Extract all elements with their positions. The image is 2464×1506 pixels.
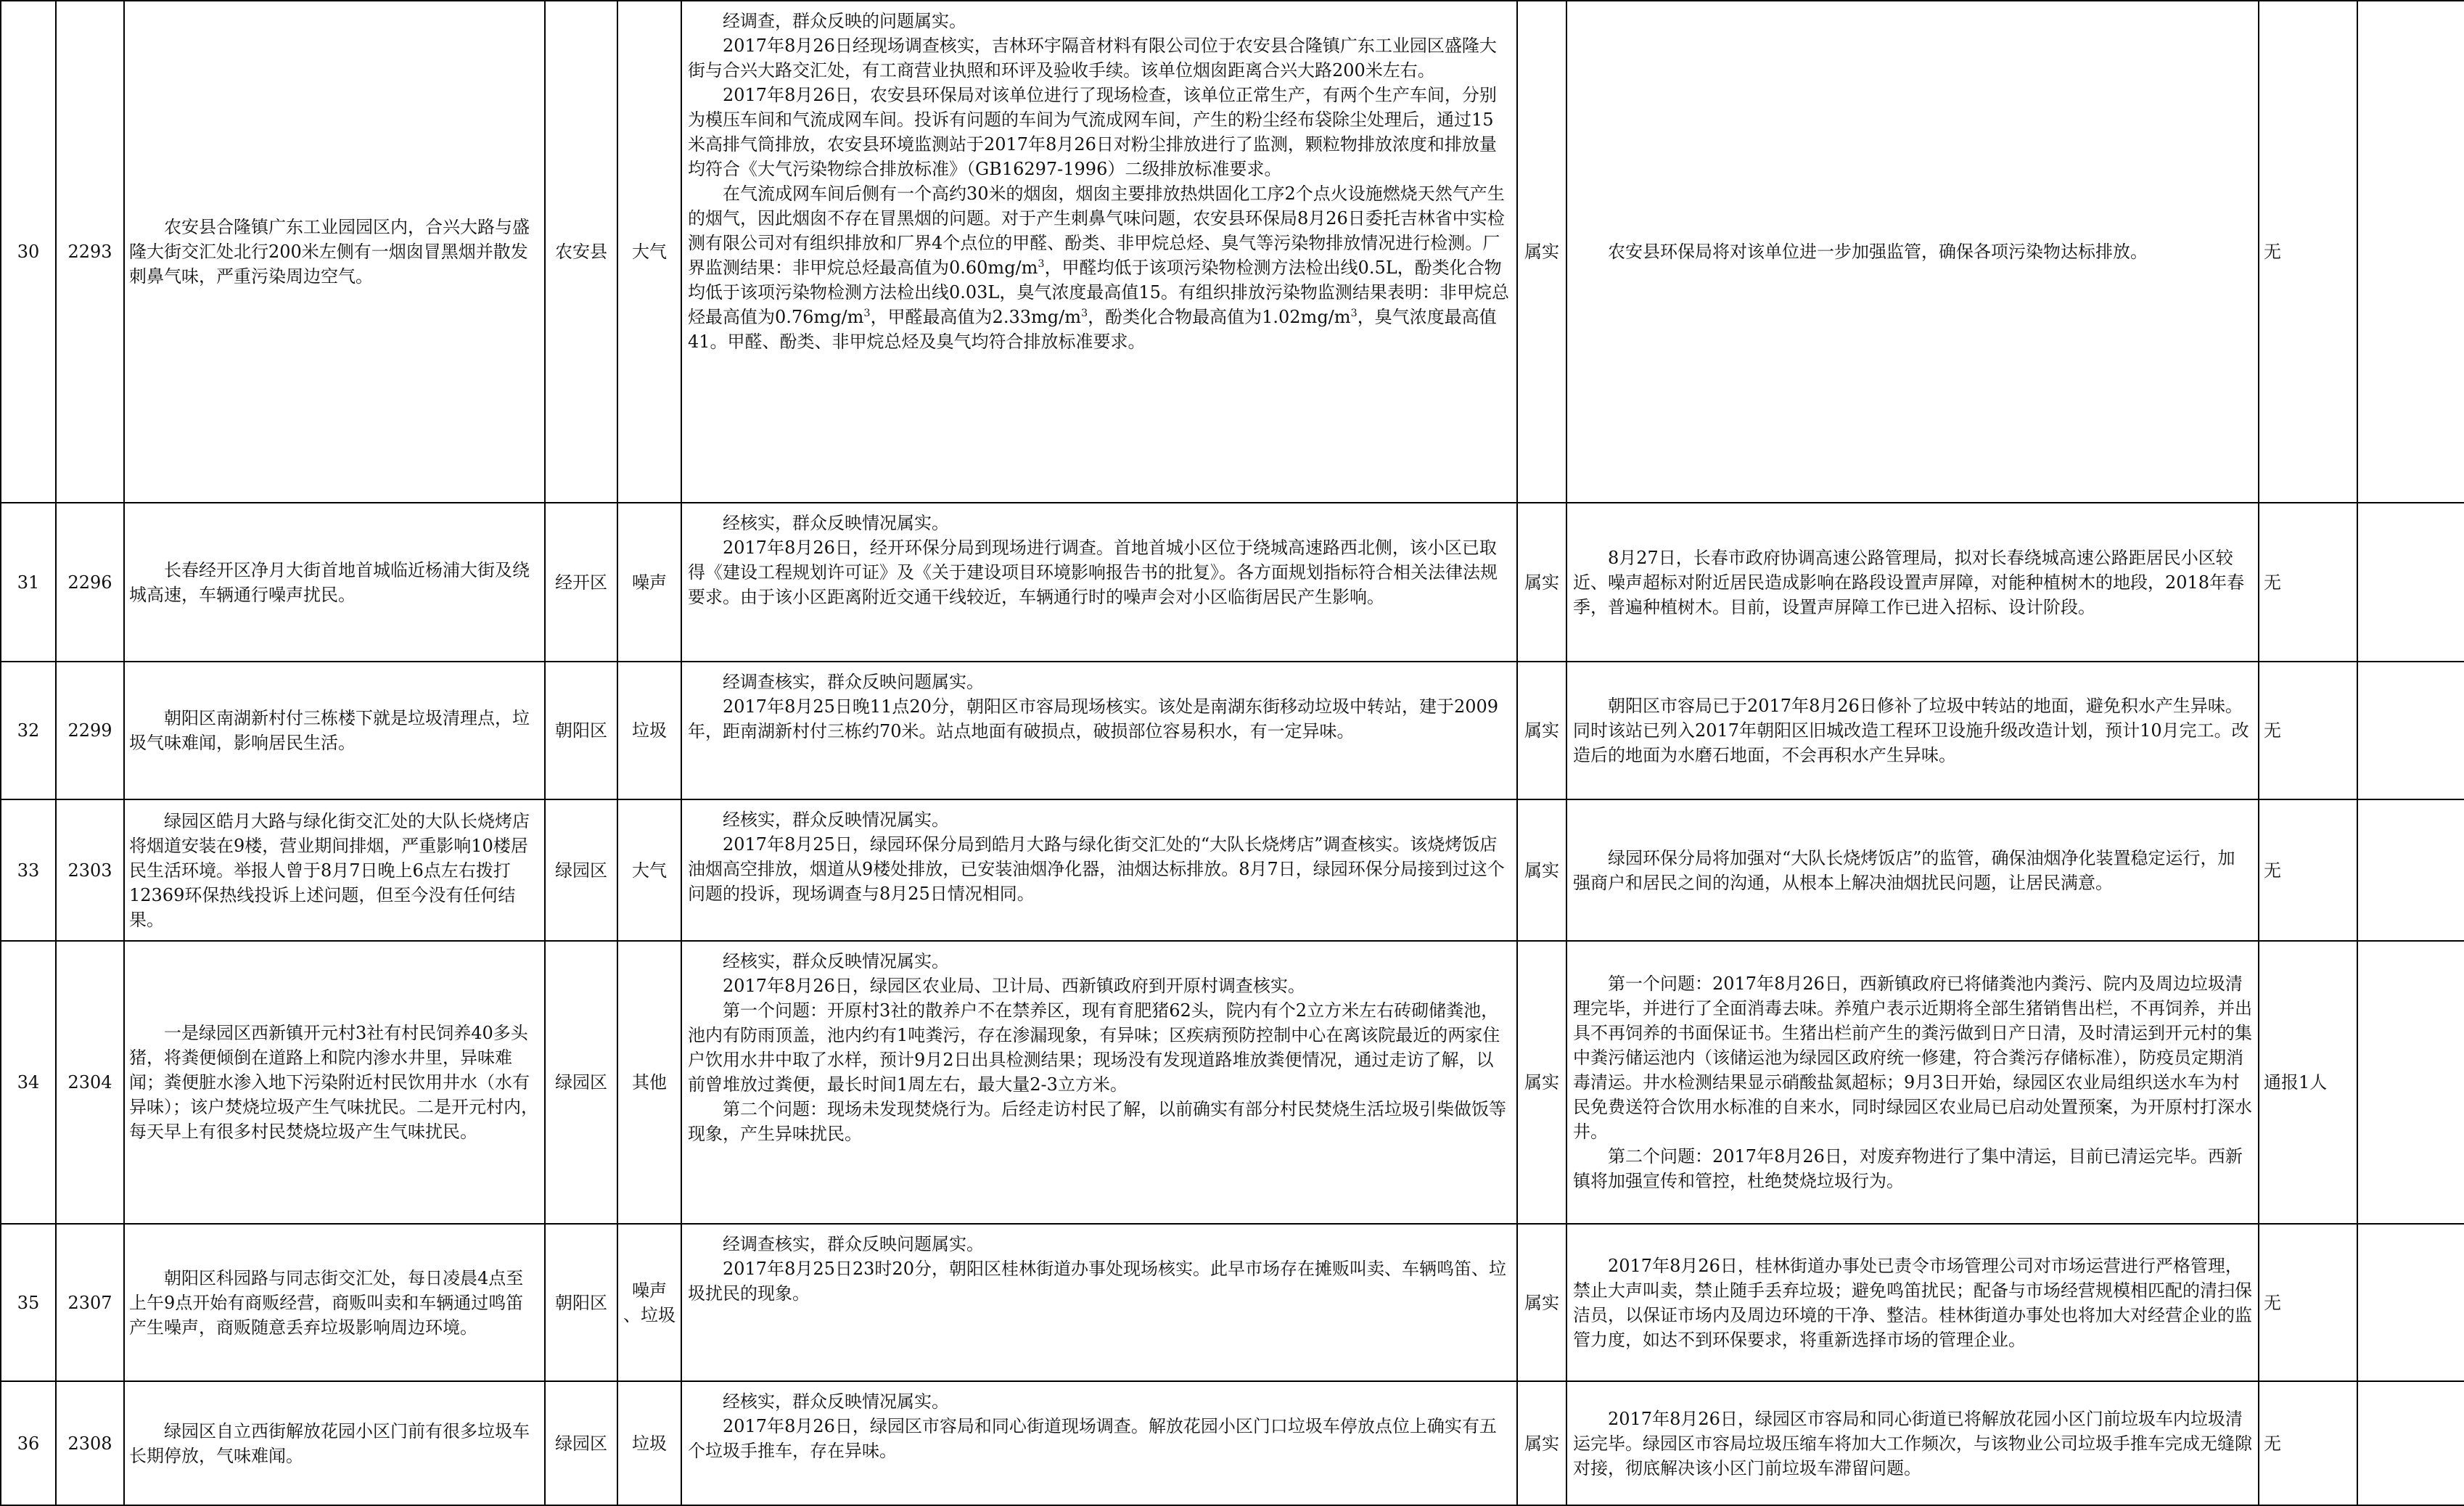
verdict: 属实	[1524, 1072, 1559, 1093]
rectification-paragraph: 第二个问题：2017年8月26日，对废弃物进行了集中清运，目前已清运完毕。西新镇将加强宣传和管控，杜绝焚烧垃圾行为。	[1573, 1146, 2243, 1191]
complaint-cell	[124, 941, 545, 1224]
category-cell	[617, 1224, 681, 1381]
accountability-cell	[2259, 503, 2357, 662]
row-sequence-number: 36	[17, 1433, 40, 1454]
category-cell	[617, 941, 681, 1224]
seq-cell	[1, 941, 56, 1224]
category-cell	[617, 503, 681, 662]
investigation-paragraph: 2017年8月26日，绿园区市容局和同心街道现场调查。解放花园小区门口垃圾车停放点位上确实有五个垃圾手推车，存在异味。	[688, 1416, 1497, 1461]
accountability-text: 无	[2264, 242, 2281, 262]
category-cell	[617, 1381, 681, 1505]
case-no-cell	[56, 941, 124, 1224]
verdict: 属实	[1524, 860, 1559, 881]
verdict: 属实	[1524, 242, 1559, 262]
district-name: 绿园区	[555, 1072, 607, 1093]
rectification-cell	[1566, 662, 2259, 799]
accountability-cell	[2259, 941, 2357, 1224]
investigation-paragraph: 经调查，群众反映的问题属实。	[723, 11, 966, 31]
accountability-cell	[2259, 799, 2357, 941]
investigation-paragraph: 在气流成网车间后侧有一个高约30米的烟囱，烟囱主要排放热烘固化工序2个点火设施燃烧天然气产生的烟气，因此烟囱不存在冒黑烟的问题。对于产生刺鼻气味问题，农安县环保局8月26日委托吉林省中实检测有限公司对有组织排放和厂界4个点位的甲醛、酚类、非甲烷总烃、臭气等污染物排放情况进行检测。厂界监测结果：非甲烷总烃最高值为$0.60mg/m^3$，甲醛均低于该项污染物检测方法检出线0.5L，酚类化合物均低于该项污染物检测方法检出线0.03L，臭气浓度最高值15。有组织排放污染物监测结果表明：非甲烷总烃最高值为$0.76mg/m^3$，甲醛最高值为$2.33mg/m^3$，酚类化合物最高值为$1.02mg/m^3$，臭气浓度最高值41。甲醛、酚类、非甲烷总烃及臭气均符合排放标准要求。	[688, 184, 1509, 352]
accountability-text: 无	[2264, 860, 2281, 881]
category-cell	[617, 662, 681, 799]
case-number: 2307	[67, 1292, 112, 1313]
verdict: 属实	[1524, 720, 1559, 741]
district-name: 朝阳区	[555, 720, 607, 741]
rectification-paragraph: 8月27日，长春市政府协调高速公路管理局，拟对长春绕城高速公路距居民小区较近、噪声超标对附近居民造成影响在路段设置声屏障，对能种植树木的地段，2018年春季，普遍种植树木。目前，设置声屏障工作已进入招标、设计阶段。	[1573, 547, 2245, 617]
complaint-text: 一是绿园区西新镇开元村3社有村民饲养40多头猪，将粪便倾倒在道路上和院内渗水井里，异味难闻；粪便脏水渗入地下污染附近村民饮用井水（水有异味）；该户焚烧垃圾产生气味扰民。二是开元村内，每天早上有很多村民焚烧垃圾产生气味扰民。	[129, 1023, 538, 1142]
accountability-text: 无	[2264, 1292, 2281, 1313]
seq-cell	[1, 799, 56, 941]
table-body	[1, 1, 2464, 1505]
rectification-paragraph: 第一个问题：2017年8月26日，西新镇政府已将储粪池内粪污、院内及周边垃圾清理完毕，并进行了全面消毒去味。养殖户表示近期将全部生猪销售出栏，不再饲养，并出具不再饲养的书面保证书。生猪出栏前产生的粪污做到日产日清，及时清运到开元村的集中粪污储运池内（该储运池为绿园区政府统一修建，符合粪污存储标准），防疫员定期消毒清运。井水检测结果显示硝酸盐氮超标；9月3日开始，绿园区农业局组织送水车为村民免费送符合饮用水标准的自来水，同时绿园区农业局已启动处置预案，为开原村打深水井。	[1573, 974, 2252, 1142]
case-no-cell	[56, 799, 124, 941]
table-row	[1, 1, 2464, 503]
category-label: 其他	[632, 1072, 667, 1093]
category-label: 垃圾	[632, 1433, 667, 1454]
complaint-text: 朝阳区南湖新村付三栋楼下就是垃圾清理点，垃圾气味难闻，影响居民生活。	[129, 708, 530, 753]
district-cell	[545, 799, 617, 941]
extra-cell	[2357, 799, 2464, 941]
case-number: 2299	[67, 720, 112, 741]
category-label: 、垃圾	[623, 1304, 675, 1325]
case-no-cell	[56, 1224, 124, 1381]
case-no-cell	[56, 503, 124, 662]
complaint-text: 朝阳区科园路与同志街交汇处，每日凌晨4点至上午9点开始有商贩经营，商贩叫卖和车辆通过鸣笛产生噪声，商贩随意丢弃垃圾影响周边环境。	[129, 1267, 524, 1338]
district-name: 农安县	[555, 242, 607, 262]
category-label: 垃圾	[632, 720, 667, 741]
investigation-cell	[681, 799, 1517, 941]
complaint-text: 长春经开区净月大街首地首城临近杨浦大街及绕城高速，车辆通行噪声扰民。	[129, 559, 530, 605]
verdict-cell	[1517, 1224, 1566, 1381]
rectification-cell	[1566, 503, 2259, 662]
complaint-cell	[124, 1, 545, 503]
seq-cell	[1, 662, 56, 799]
complaint-cell	[124, 1224, 545, 1381]
verdict-cell	[1517, 941, 1566, 1224]
complaint-cell	[124, 662, 545, 799]
investigation-cell	[681, 1224, 1517, 1381]
investigation-cell	[681, 941, 1517, 1224]
category-label: 噪声	[632, 572, 667, 593]
rectification-cell	[1566, 1, 2259, 503]
accountability-cell	[2259, 1, 2357, 503]
verdict: 属实	[1524, 1433, 1559, 1454]
complaint-cell	[124, 1381, 545, 1505]
row-sequence-number: 34	[17, 1072, 40, 1093]
row-sequence-number: 33	[17, 860, 40, 881]
accountability-text: 通报1人	[2264, 1072, 2328, 1093]
verdict-cell	[1517, 503, 1566, 662]
table-row	[1, 1381, 2464, 1505]
case-number: 2308	[67, 1433, 112, 1454]
table-row	[1, 503, 2464, 662]
investigation-paragraph: 2017年8月25日23时20分，朝阳区桂林街道办事处现场核实。此早市场存在摊贩叫卖、车辆鸣笛、垃圾扰民的现象。	[688, 1259, 1506, 1304]
investigation-cell	[681, 1381, 1517, 1505]
table-row	[1, 662, 2464, 799]
rectification-cell	[1566, 941, 2259, 1224]
row-sequence-number: 31	[17, 572, 40, 593]
case-number: 2293	[67, 242, 112, 262]
district-cell	[545, 1381, 617, 1505]
category-label: 大气	[632, 242, 667, 262]
category-label: 大气	[632, 860, 667, 881]
investigation-paragraph: 2017年8月26日，农安县环保局对该单位进行了现场检查，该单位正常生产，有两个生产车间，分别为模压车间和气流成网车间。投诉有问题的车间为气流成网车间，产生的粉尘经布袋除尘处理后，通过15米高排气筒排放，农安县环境监测站于2017年8月26日对粉尘排放进行了监测，颗粒物排放浓度和排放量均符合《大气污染物综合排放标准》（GB16297-1996）二级排放标准要求。	[688, 85, 1497, 179]
case-no-cell	[56, 662, 124, 799]
investigation-paragraph: 第一个问题：开原村3社的散养户不在禁养区，现有育肥猪62头，院内有个2立方米左右砖砌储粪池，池内有防雨顶盖，池内约有1吨粪污，存在渗漏现象，有异味；区疾病预防控制中心在离该院最近的两家住户饮用水井中取了水样，预计9月2日出具检测结果；现场没有发现道路堆放粪便情况，通过走访了解，以前曾堆放过粪便，最长时间1周左右，最大量2-3立方米。	[688, 1000, 1500, 1095]
case-number: 2303	[67, 860, 112, 881]
seq-cell	[1, 1224, 56, 1381]
investigation-paragraph: 2017年8月26日，经开环保分局到现场进行调查。首地首城小区位于绕城高速路西北侧，该小区已取得《建设工程规划许可证》及《关于建设项目环境影响报告书的批复》。各方面规划指标符合相关法律法规要求。由于该小区距离附近交通干线较近，车辆通行时的噪声会对小区临街居民产生影响。	[688, 538, 1498, 607]
category-cell	[617, 1, 681, 503]
district-cell	[545, 1, 617, 503]
complaint-text: 绿园区自立西街解放花园小区门前有很多垃圾车长期停放，气味难闻。	[129, 1420, 530, 1466]
rectification-cell	[1566, 1381, 2259, 1505]
investigation-paragraph: 经核实，群众反映情况属实。	[723, 810, 949, 830]
table-row	[1, 941, 2464, 1224]
row-sequence-number: 32	[17, 720, 40, 741]
table-row	[1, 799, 2464, 941]
seq-cell	[1, 503, 56, 662]
seq-cell	[1, 1, 56, 503]
investigation-paragraph: 经调查核实，群众反映问题属实。	[723, 672, 984, 692]
verdict-cell	[1517, 1381, 1566, 1505]
case-no-cell	[56, 1381, 124, 1505]
extra-cell	[2357, 1224, 2464, 1381]
complaint-cell	[124, 799, 545, 941]
investigation-paragraph: 第二个问题：现场未发现焚烧行为。后经走访村民了解，以前确实有部分村民焚烧生活垃圾引柴做饭等现象，产生异味扰民。	[688, 1099, 1506, 1144]
district-cell	[545, 1224, 617, 1381]
case-number: 2296	[67, 572, 112, 593]
seq-cell	[1, 1381, 56, 1505]
accountability-text: 无	[2264, 1433, 2281, 1454]
rectification-cell	[1566, 799, 2259, 941]
extra-cell	[2357, 1381, 2464, 1505]
extra-cell	[2357, 941, 2464, 1224]
investigation-paragraph: 经核实，群众反映情况属实。	[723, 513, 949, 533]
district-cell	[545, 503, 617, 662]
investigation-paragraph: 2017年8月25日晚11点20分，朝阳区市容局现场核实。该处是南湖东街移动垃圾中转站，建于2009年，距南湖新村付三栋约70米。站点地面有破损点，破损部位容易积水，有一定异味。	[688, 696, 1499, 741]
table-row	[1, 1224, 2464, 1381]
accountability-text: 无	[2264, 572, 2281, 593]
row-sequence-number: 35	[17, 1292, 40, 1313]
row-sequence-number: 30	[17, 242, 40, 262]
category-label: 噪声	[632, 1280, 667, 1301]
investigation-paragraph: 经调查核实，群众反映问题属实。	[723, 1234, 984, 1254]
district-name: 朝阳区	[555, 1292, 607, 1313]
case-no-cell	[56, 1, 124, 503]
accountability-cell	[2259, 1224, 2357, 1381]
district-name: 绿园区	[555, 1433, 607, 1454]
extra-cell	[2357, 1, 2464, 503]
complaint-text: 农安县合隆镇广东工业园园区内，合兴大路与盛隆大街交汇处北行200米左侧有一烟囱冒黑烟并散发刺鼻气味，严重污染周边空气。	[129, 217, 530, 287]
verdict-cell	[1517, 799, 1566, 941]
extra-cell	[2357, 662, 2464, 799]
district-cell	[545, 941, 617, 1224]
district-name: 绿园区	[555, 860, 607, 881]
investigation-cell	[681, 1, 1517, 503]
investigation-paragraph: 2017年8月26日经现场调查核实，吉林环宇隔音材料有限公司位于农安县合隆镇广东工业园区盛隆大街与合兴大路交汇处，有工商营业执照和环评及验收手续。该单位烟囱距离合兴大路200米左右。	[688, 36, 1497, 81]
investigation-paragraph: 2017年8月25日，绿园环保分局到皓月大路与绿化街交汇处的“大队长烧烤店”调查核实。该烧烤饭店油烟高空排放，烟道从9楼处排放，已安装油烟净化器，油烟达标排放。8月7日，绿园环保分局接到过这个问题的投诉，现场调查与8月25日情况相同。	[688, 834, 1505, 904]
investigation-paragraph: 经核实，群众反映情况属实。	[723, 1391, 949, 1412]
verdict: 属实	[1524, 1292, 1559, 1313]
verdict-cell	[1517, 1, 1566, 503]
accountability-cell	[2259, 1381, 2357, 1505]
complaint-text: 绿园区皓月大路与绿化街交汇处的大队长烧烤店将烟道安装在9楼，营业期间排烟，严重影响10楼居民生活环境。举报人曾于8月7日晚上6点左右拨打12369环保热线投诉上述问题，但至今没有任何结果。	[129, 810, 530, 930]
investigation-paragraph: 2017年8月26日，绿园区农业局、卫计局、西新镇政府到开原村调查核实。	[723, 976, 1305, 996]
investigation-cell	[681, 503, 1517, 662]
verdict-cell	[1517, 662, 1566, 799]
case-number: 2304	[67, 1072, 112, 1093]
rectification-paragraph: 农安县环保局将对该单位进一步加强监管，确保各项污染物达标排放。	[1608, 242, 2148, 262]
rectification-paragraph: 朝阳区市容局已于2017年8月26日修补了垃圾中转站的地面，避免积水产生异味。同时该站已列入2017年朝阳区旧城改造工程环卫设施升级改造计划，预计10月完工。改造后的地面为水磨石地面，不会再积水产生异味。	[1573, 696, 2249, 765]
complaint-cell	[124, 503, 545, 662]
extra-cell	[2357, 503, 2464, 662]
accountability-cell	[2259, 662, 2357, 799]
rectification-paragraph: 2017年8月26日，绿园区市容局和同心街道已将解放花园小区门前垃圾车内垃圾清运完毕。绿园区市容局垃圾压缩车将加大工作频次，与该物业公司垃圾手推车完成无缝隙对接，彻底解决该小区门前垃圾车滞留问题。	[1573, 1408, 2252, 1478]
rectification-cell	[1566, 1224, 2259, 1381]
investigation-cell	[681, 662, 1517, 799]
district-name: 经开区	[555, 572, 607, 593]
rectification-paragraph: 2017年8月26日，桂林街道办事处已责令市场管理公司对市场运营进行严格管理，禁止大声叫卖，禁止随手丢弃垃圾；避免鸣笛扰民；配备与市场经营规模相匹配的清扫保洁员，以保证市场内及周边环境的干净、整洁。桂林街道办事处也将加大对经营企业的监管力度，如达不到环保要求，将重新选择市场的管理企业。	[1573, 1255, 2252, 1350]
verdict: 属实	[1524, 572, 1559, 593]
district-cell	[545, 662, 617, 799]
rectification-paragraph: 绿园环保分局将加强对“大队长烧烤饭店”的监管，确保油烟净化装置稳定运行，加强商户和居民之间的沟通，从根本上解决油烟扰民问题，让居民满意。	[1573, 847, 2235, 893]
category-cell	[617, 799, 681, 941]
accountability-text: 无	[2264, 720, 2281, 741]
investigation-paragraph: 经核实，群众反映情况属实。	[723, 951, 949, 971]
